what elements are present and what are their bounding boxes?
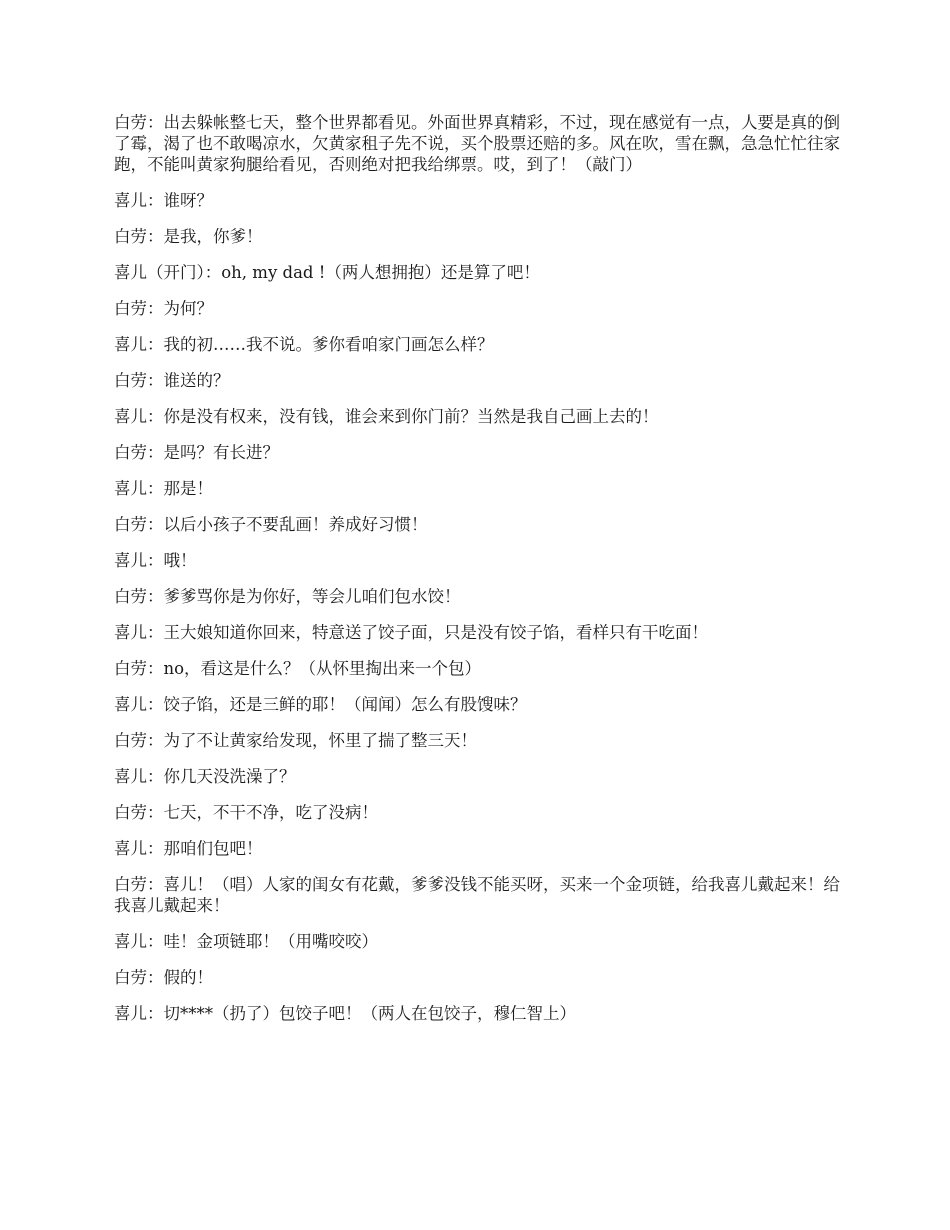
paragraph: 白劳：谁送的？	[114, 371, 230, 390]
paragraph: 白劳：假的！	[114, 968, 213, 987]
paragraph: 喜儿：那咱们包吧！	[114, 839, 263, 858]
paragraph: 白劳：是吗？有长进？	[114, 443, 279, 462]
paragraph: 白劳：出去躲帐整七天，整个世界都看见。外面世界真精彩，不过，现在感觉有一点，人要是真的倒了霉，渴了也不敢喝凉水，欠黄家租子先不说，买个股票还赔的多。风在吹，雪在飘，急急忙忙往家跑，不能叫黄家狗腿给看见，否则绝对把我给绑票。哎，到了！（敲门）	[114, 113, 840, 174]
paragraph: 喜儿：你几天没洗澡了？	[114, 767, 296, 786]
paragraph: 喜儿：哇！金项链耶！（用嘴咬咬）	[114, 932, 378, 951]
paragraph: 白劳：爹爹骂你是为你好，等会儿咱们包水饺！	[114, 587, 461, 606]
document-body	[114, 112, 844, 1039]
paragraph: 喜儿：切****（扔了）包饺子吧！（两人在包饺子，穆仁智上）	[114, 1004, 576, 1023]
paragraph: 白劳：为何？	[114, 299, 213, 318]
paragraph: 喜儿（开门）：oh, my dad !（两人想拥抱）还是算了吧！	[114, 263, 540, 282]
paragraph: 喜儿：王大娘知道你回来，特意送了饺子面，只是没有饺子馅，看样只有干吃面！	[114, 623, 708, 642]
paragraph: 白劳：no，看这是什么？（从怀里掏出来一个包）	[114, 659, 482, 678]
paragraph: 喜儿：谁呀？	[114, 191, 213, 210]
paragraph: 白劳：喜儿！（唱）人家的闺女有花戴，爹爹没钱不能买呀，买来一个金项链，给我喜儿戴起来！给我喜儿戴起来！	[114, 875, 840, 915]
paragraph: 喜儿：哦！	[114, 551, 197, 570]
paragraph: 喜儿：饺子馅，还是三鲜的耶！（闻闻）怎么有股馊味？	[114, 695, 527, 714]
paragraph: 白劳：是我，你爹！	[114, 227, 263, 246]
paragraph: 白劳：以后小孩子不要乱画！养成好习惯！	[114, 515, 428, 534]
paragraph: 喜儿：我的初……我不说。爹你看咱家门画怎么样？	[114, 335, 494, 354]
paragraph: 喜儿：那是！	[114, 479, 213, 498]
paragraph: 白劳：七天，不干不净，吃了没病！	[114, 803, 378, 822]
paragraph: 白劳：为了不让黄家给发现，怀里了揣了整三天！	[114, 731, 477, 750]
paragraph: 喜儿：你是没有权来，没有钱，谁会来到你门前？当然是我自己画上去的！	[114, 407, 659, 426]
